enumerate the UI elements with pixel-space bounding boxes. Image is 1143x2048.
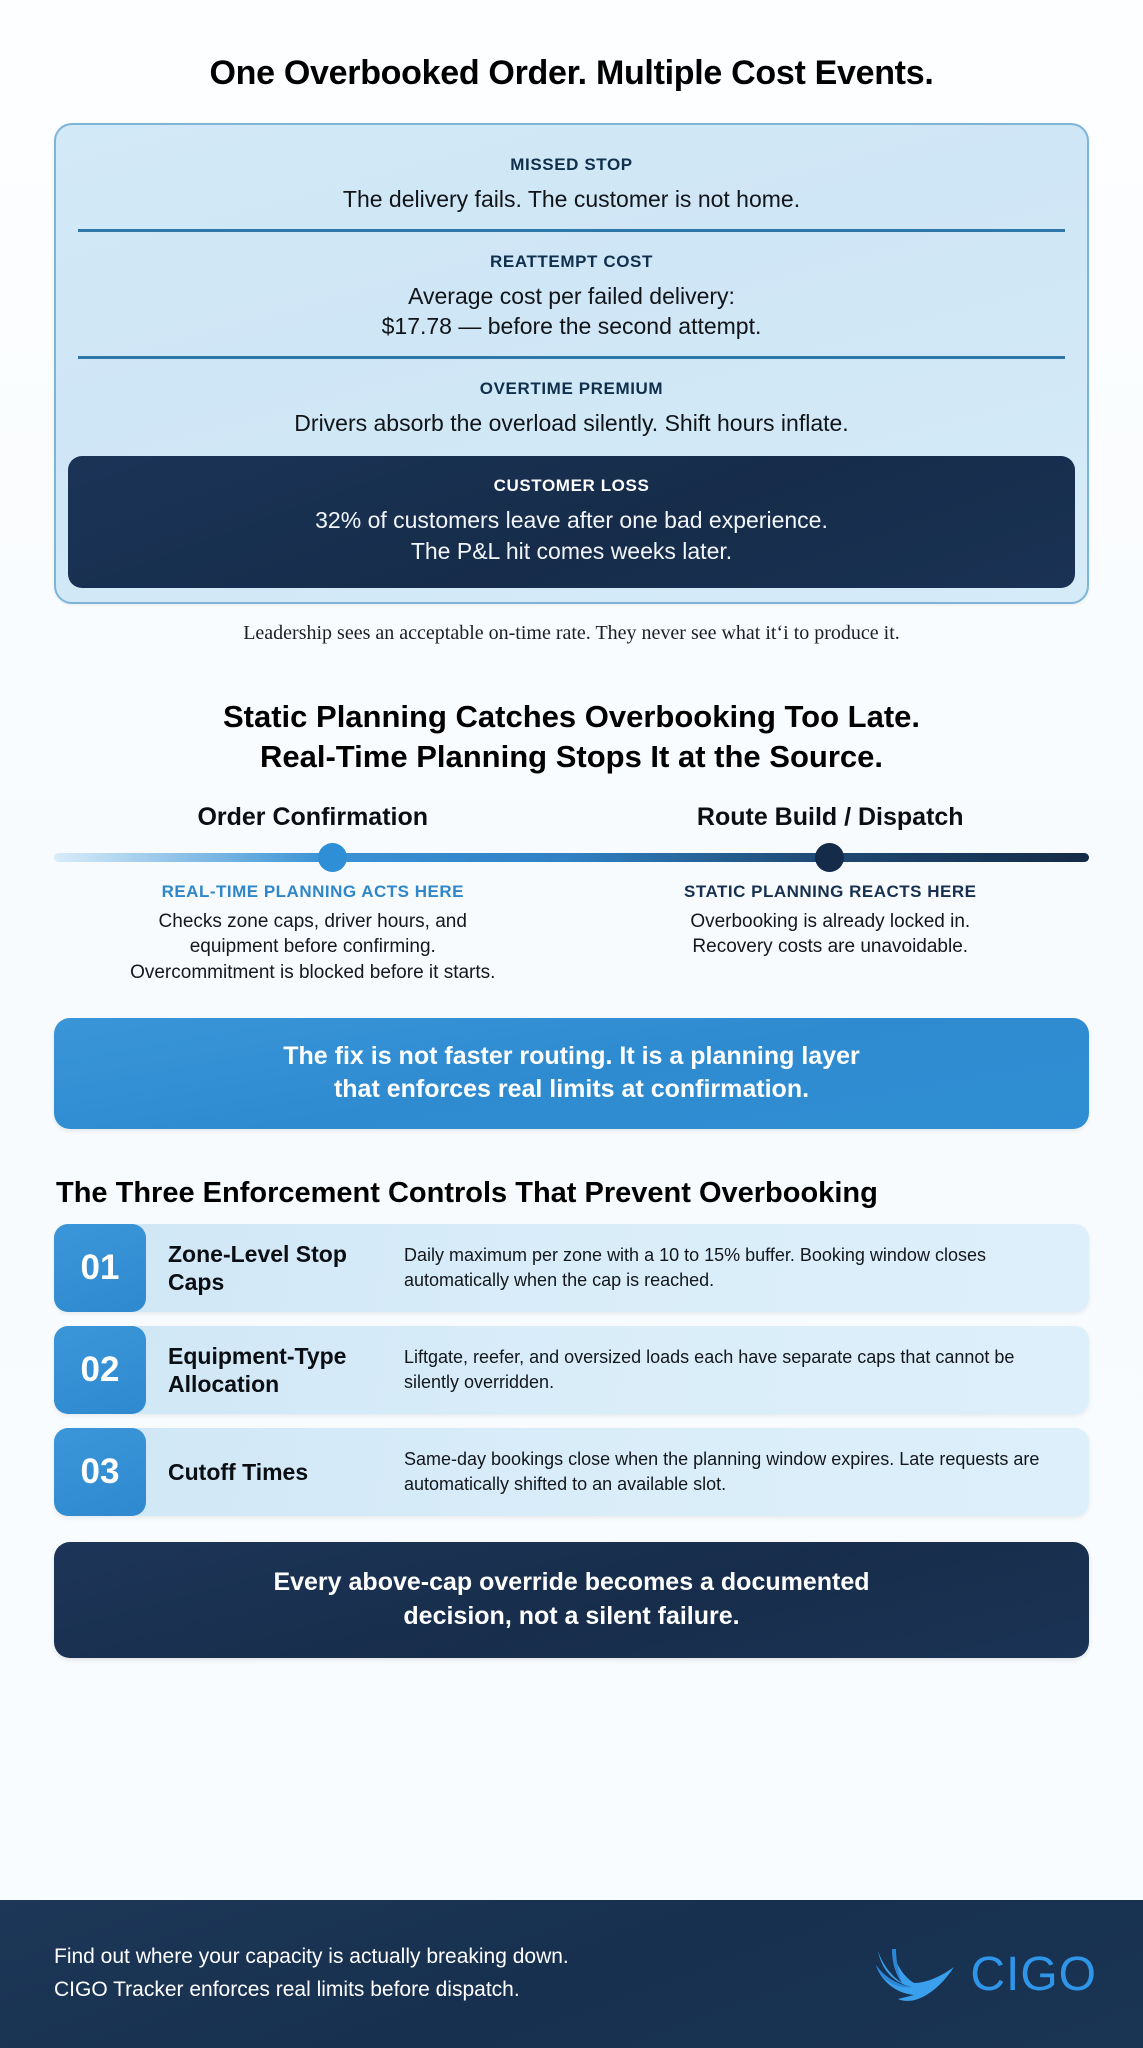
control-row-02 (54, 1326, 1089, 1414)
section-title-planning (0, 697, 1143, 776)
timeline-kicker-static: STATIC PLANNING REACTS HERE (684, 881, 977, 901)
control-row-03 (54, 1428, 1089, 1516)
timeline-heading-order-confirmation: Order Confirmation (197, 802, 429, 831)
cost-events-card (54, 123, 1089, 604)
timeline-body-line1: Checks zone caps, driver hours, and (158, 910, 467, 932)
control-description: Liftgate, reefer, and oversized loads each have separate caps that cannot be silently overridden. (404, 1347, 1015, 1393)
timeline-column-realtime (54, 882, 572, 986)
controls-title: The Three Enforcement Controls That Prevent Overbooking (56, 1177, 878, 1210)
control-number: 03 (54, 1428, 146, 1516)
cost-item-label: MISSED STOP (510, 155, 633, 174)
control-row-01 (54, 1224, 1089, 1312)
cost-item-description: 32% of customers leave after one bad experience. (315, 507, 828, 534)
cost-item-description: The delivery fails. The customer is not home. (342, 186, 801, 212)
timeline-gradient-bar (54, 853, 1089, 862)
cost-item-label: REATTEMPT COST (490, 251, 653, 271)
timeline-body-line2: equipment before confirming. (189, 936, 436, 958)
cost-item-label: CUSTOMER LOSS (493, 476, 650, 496)
cost-item-reattempt-cost (78, 229, 1065, 356)
section-title-line2: Real-Time Planning Stops It at the Source. (260, 739, 883, 775)
timeline-track (54, 840, 1089, 874)
control-description: Same-day bookings close when the planning window expires. Late requests are automatically shifted to an available slot. (404, 1449, 1040, 1495)
card-caption: Leadership sees an acceptable on-time rate. They never see what it‘i to produce it. (243, 622, 900, 645)
timeline-kicker-realtime: REAL-TIME PLANNING ACTS HERE (161, 881, 464, 901)
footer-line2: CIGO Tracker enforces real limits before dispatch. (54, 1978, 520, 2001)
banner-line2: decision, not a silent failure. (403, 1601, 740, 1630)
timeline-body-line2: Recovery costs are unavoidable. (692, 936, 969, 958)
timeline-dot-order-confirmation (318, 843, 347, 872)
banner-override-documented (54, 1542, 1089, 1658)
timeline-body-line3: Overcommitment is blocked before it starts. (130, 962, 496, 984)
banner-line1: Every above-cap override becomes a documented (273, 1568, 870, 1597)
cigo-bird-icon (868, 1941, 960, 2007)
cost-item-overtime-premium (78, 356, 1065, 453)
control-name: Zone-Level Stop Caps (168, 1241, 347, 1296)
timeline-column-static (572, 882, 1090, 986)
cigo-wordmark: CIGO (970, 1947, 1097, 2001)
cost-item-label: OVERTIME PREMIUM (479, 378, 664, 398)
footer (0, 1900, 1143, 2048)
cost-item-description-line2: $17.78 — before the second attempt. (381, 313, 762, 340)
banner-planning-layer (54, 1018, 1089, 1130)
cigo-logo (868, 1941, 1097, 2007)
timeline-dot-route-build (815, 843, 844, 872)
timeline-headings (54, 803, 1089, 832)
footer-line1: Find out where your capacity is actually breaking down. (54, 1945, 569, 1969)
control-name: Equipment-Type Allocation (168, 1343, 347, 1398)
cost-item-description: Average cost per failed delivery: (408, 282, 735, 309)
page-title: One Overbooked Order. Multiple Cost Events. (209, 54, 934, 92)
banner-line2: that enforces real limits at confirmation. (333, 1075, 810, 1104)
timeline-heading-route-build-dispatch: Route Build / Dispatch (696, 802, 964, 831)
timeline (54, 803, 1089, 986)
cost-item-description: Drivers absorb the overload silently. Shift hours inflate. (294, 409, 849, 436)
control-number: 01 (54, 1224, 146, 1312)
banner-line1: The fix is not faster routing. It is a planning layer (283, 1041, 860, 1070)
timeline-columns (54, 882, 1089, 986)
cost-item-missed-stop (78, 147, 1065, 229)
footer-text (54, 1941, 868, 2006)
control-name: Cutoff Times (168, 1459, 309, 1486)
control-number: 02 (54, 1326, 146, 1414)
timeline-body-line1: Overbooking is already locked in. (690, 910, 971, 932)
section-title-line1: Static Planning Catches Overbooking Too Late. (222, 699, 921, 735)
control-description: Daily maximum per zone with a 10 to 15% buffer. Booking window closes automatically when the cap is reached. (404, 1245, 986, 1291)
cost-item-customer-loss (68, 456, 1075, 588)
cost-item-description-line2: The P&L hit comes weeks later. (410, 537, 733, 564)
